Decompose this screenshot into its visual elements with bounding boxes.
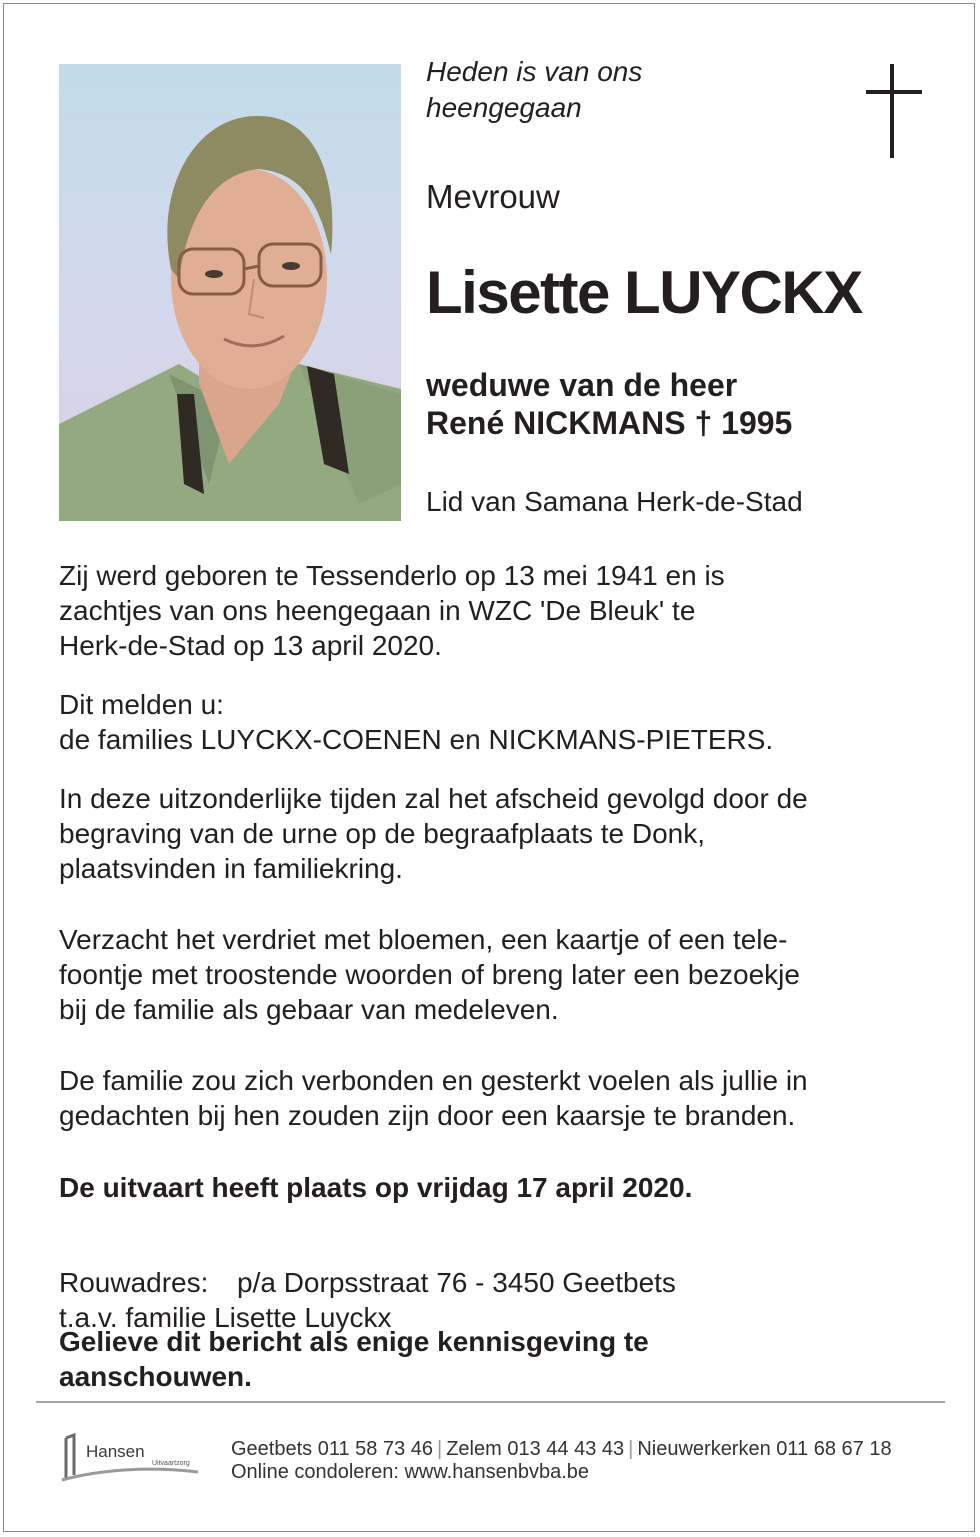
candle-paragraph: De familie zou zich verbonden en gesterkt voelen als jullie in gedachten bij hen zouden zijn door een kaarsje te branden. (59, 1065, 808, 1131)
address-label: Rouwadres: (59, 1267, 209, 1298)
footer-phones: Geetbets 011 58 73 46 | Zelem 013 44 43 43 | Nieuwerkerken 011 68 67 18 (231, 1438, 892, 1460)
intro-text (426, 54, 642, 126)
address-line-1: t.a.v. familie Lisette Luyckx (59, 1302, 392, 1333)
portrait-photo (59, 64, 401, 521)
spouse-info (426, 366, 792, 442)
farewell-paragraph: In deze uitzonderlijke tijden zal het afscheid gevolgd door de begraving van de urne op de begraafplaats te Donk, plaatsvinden in familiekring. (59, 783, 808, 884)
intro-line-1: Heden is van ons (426, 56, 643, 87)
phone-zelem: Zelem 013 44 43 43 (446, 1438, 625, 1460)
hansen-logo (58, 1430, 208, 1490)
online-condolences: Online condoleren: www.hansenbvba.be (231, 1461, 590, 1483)
notice-paragraph: Gelieve dit bericht als enige kennisgeving te aanschouwen. (59, 1326, 649, 1392)
phone-nieuwerkerken: Nieuwerkerken 011 68 67 18 (637, 1438, 892, 1460)
flowers-paragraph: Verzacht het verdriet met bloemen, een kaartje of een tele- foontje met troostende woorden of breng later een bezoekje bij de familie als gebaar van medeleven. (59, 924, 800, 1025)
logo-subtitle: Uitvaartzorg (152, 1460, 190, 1467)
address-line-2: p/a Dorpsstraat 76 - 3450 Geetbets (237, 1267, 676, 1298)
deceased-name: Lisette LUYCKX (426, 259, 862, 326)
phone-geetbets: Geetbets 011 58 73 46 (231, 1438, 434, 1460)
membership: Lid van Samana Herk-de-Stad (426, 486, 803, 517)
salutation: Mevrouw (426, 178, 560, 215)
footer-divider (36, 1401, 945, 1403)
logo-name: Hansen (86, 1442, 145, 1461)
birth-death-paragraph: Zij werd geboren te Tessenderlo op 13 mei 1941 en is zachtjes van ons heengegaan in WZC 'De Bleuk' te Herk-de-Stad op 13 april 2020. (59, 560, 725, 661)
spouse-line-1: weduwe van de heer (426, 367, 738, 403)
footer-contact (231, 1438, 892, 1484)
announcers-paragraph: Dit melden u: de families LUYCKX-COENEN en NICKMANS-PIETERS. (59, 689, 774, 755)
cross-icon (866, 64, 922, 158)
intro-line-2: heengegaan (426, 92, 582, 123)
spouse-line-2: René NICKMANS † 1995 (426, 405, 793, 441)
funeral-date: De uitvaart heeft plaats op vrijdag 17 april 2020. (59, 1172, 693, 1203)
